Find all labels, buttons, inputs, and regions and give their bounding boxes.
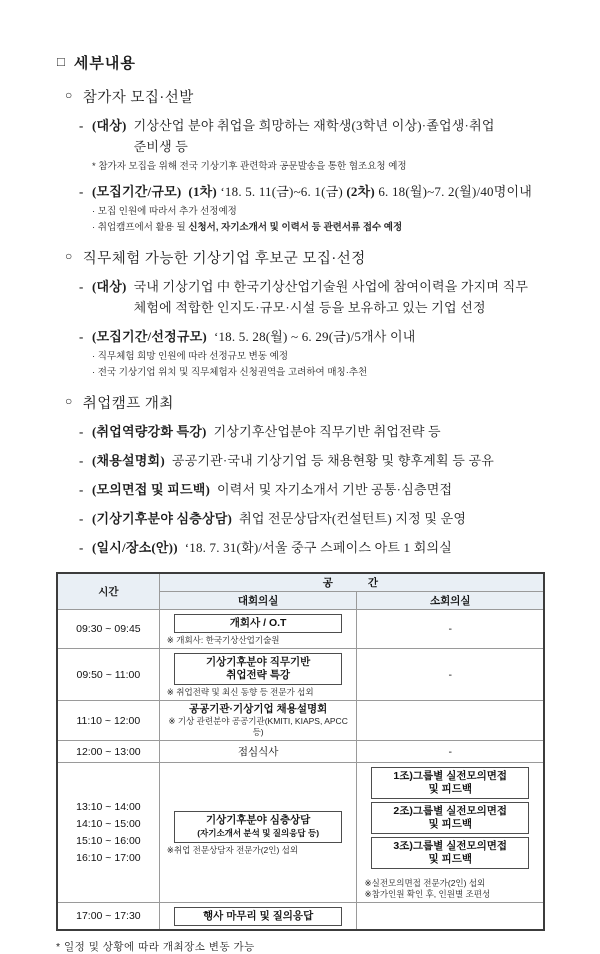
section-heading-job-camp bbox=[65, 392, 545, 413]
col-header-sub-room: 소회의실 bbox=[357, 592, 544, 610]
dash-bullet: - bbox=[79, 118, 84, 133]
list-item-recruit-briefing bbox=[79, 450, 545, 471]
list-item-mock-interview bbox=[79, 479, 545, 500]
col-header-space: 공 간 bbox=[159, 573, 544, 592]
time-cell: 11:10 ~ 12:00 bbox=[57, 701, 159, 741]
schedule-row-closing bbox=[57, 903, 544, 931]
schedule-row-opening bbox=[57, 610, 544, 649]
sub-room-cell bbox=[357, 701, 544, 741]
program-note: ※ 기상 관련분야 공공기관(KMITI, KIAPS, APCC 등) bbox=[168, 716, 348, 737]
schedule-row-lunch bbox=[57, 741, 544, 763]
section-heading-company-recruit bbox=[65, 247, 545, 268]
time-cell: 13:10 ~ 14:00 14:10 ~ 15:00 15:10 ~ 16:00 16:10 ~ 17:00 bbox=[57, 763, 159, 903]
main-room-cell bbox=[159, 649, 357, 701]
item-label: (채용설명회) bbox=[92, 453, 165, 468]
section-heading-participant-recruit bbox=[65, 86, 545, 107]
footnote-dot: · 전국 기상기업 위치 및 직무체험자 신청권역을 고려하여 매칭·추천 bbox=[92, 367, 368, 378]
page-title-text: 세부내용 bbox=[73, 55, 136, 72]
main-room-cell bbox=[159, 610, 357, 649]
program-box: 기상기후분야 직무기반 취업전략 특강 bbox=[174, 653, 342, 685]
dash-bullet: - bbox=[79, 424, 84, 439]
page-title bbox=[57, 52, 545, 73]
item-text: (1차) ‘18. 5. 11(금)~6. 1(금) (2차) 6. 18(월)~7. 2(월)/40명이내 bbox=[188, 184, 533, 199]
dash-bullet: - bbox=[79, 540, 84, 555]
footnote-dot: · 직무체험 희망 인원에 따라 선정규모 변동 예정 bbox=[92, 351, 289, 362]
list-item-recruit-period bbox=[79, 181, 545, 202]
dash-bullet: - bbox=[79, 482, 84, 497]
footnote-dot: · 취업캠프에서 활용 될 신청서, 자기소개서 및 이력서 등 관련서류 접수 예정 bbox=[92, 222, 403, 233]
list-item-selection-period bbox=[79, 326, 545, 347]
circle-bullet-icon: ○ bbox=[65, 249, 73, 263]
section-heading-text: 참가자 모집·선발 bbox=[82, 90, 194, 106]
program-box: 행사 마무리 및 질의응답 bbox=[174, 907, 342, 926]
schedule-row-briefing bbox=[57, 701, 544, 741]
item-label: (대상) bbox=[92, 279, 127, 294]
sub-room-cell: - bbox=[357, 610, 544, 649]
group-box-2: 2조)그룹별 실전모의면접 및 피드백 bbox=[371, 802, 529, 834]
program-note-group: ※실전모의면접 전문가(2인) 섭외 ※참가인원 확인 후, 인원별 조편성 bbox=[364, 878, 491, 899]
dash-bullet: - bbox=[79, 184, 84, 199]
sub-room-cell: - bbox=[357, 649, 544, 701]
item-label: (취업역량강화 특강) bbox=[92, 424, 207, 439]
group-box-3: 3조)그룹별 실전모의면접 및 피드백 bbox=[371, 837, 529, 869]
program-note: ※취업 전문상담자 전문가(2인) 섭외 bbox=[166, 845, 299, 855]
sub-room-cell bbox=[357, 903, 544, 931]
item-label: (기상기후분야 심층상담) bbox=[92, 511, 233, 526]
item-label: (모집기간/선정규모) bbox=[92, 329, 207, 344]
sub-room-cell bbox=[357, 763, 544, 903]
group-box-1: 1조)그룹별 실전모의면접 및 피드백 bbox=[371, 767, 529, 799]
dash-bullet: - bbox=[79, 279, 84, 294]
schedule-row-lecture bbox=[57, 649, 544, 701]
main-room-cell bbox=[159, 763, 357, 903]
time-cell: 12:00 ~ 13:00 bbox=[57, 741, 159, 763]
schedule-row-afternoon bbox=[57, 763, 544, 903]
program-box: 기상기후분야 심층상담 (자기소개서 분석 및 질의응답 등) bbox=[174, 811, 342, 843]
program-box: 개회사 / O.T bbox=[174, 614, 342, 633]
main-room-cell: 점심식사 bbox=[159, 741, 357, 763]
schedule-header-row-1 bbox=[57, 573, 544, 592]
item-text: 공공기관·국내 기상기업 등 채용현황 및 향후계획 등 공유 bbox=[171, 453, 494, 468]
dash-bullet: - bbox=[79, 511, 84, 526]
item-text: ‘18. 5. 28(월) ~ 6. 29(금)/5개사 이내 bbox=[213, 329, 416, 344]
main-room-cell bbox=[159, 903, 357, 931]
dash-bullet: - bbox=[79, 453, 84, 468]
schedule-table bbox=[56, 572, 545, 931]
table-footnote: * 일정 및 상황에 따라 개최장소 변동 가능 bbox=[56, 941, 255, 953]
item-text: 취업 전문상담자(컨설턴트) 지정 및 운영 bbox=[239, 511, 467, 526]
item-label: (모집기간/규모) bbox=[92, 184, 182, 199]
item-text: 국내 기상기업 中 한국기상산업기술원 사업에 참여이력을 가지며 직무 체험에 적합한 인지도·규모·시설 등을 보유하고 있는 기업 선정 bbox=[133, 279, 529, 315]
section-heading-text: 직무체험 가능한 기상기업 후보군 모집·선정 bbox=[82, 251, 366, 267]
item-text: 기상산업 분야 취업을 희망하는 재학생(3학년 이상)·졸업생·취업 준비생 등 bbox=[133, 118, 495, 154]
footnote-asterisk: * 참가자 모집을 위해 전국 기상기후 관련학과 공문발송을 통한 협조요청 예정 bbox=[92, 161, 407, 172]
item-text: 기상기후산업분야 직무기반 취업전략 등 bbox=[213, 424, 441, 439]
list-item-target bbox=[79, 276, 545, 318]
dash-bullet: - bbox=[79, 329, 84, 344]
program-note: ※ 개회사: 한국기상산업기술원 bbox=[166, 635, 280, 645]
time-cell: 09:30 ~ 09:45 bbox=[57, 610, 159, 649]
item-text: ‘18. 7. 31(화)/서울 중구 스페이스 아트 1 회의실 bbox=[184, 540, 452, 555]
section-heading-text: 취업캠프 개최 bbox=[82, 396, 174, 412]
item-label: (일시/장소(안)) bbox=[92, 540, 178, 555]
footnote-dot: · 모집 인원에 따라서 추가 선정예정 bbox=[92, 206, 237, 217]
list-item-counseling bbox=[79, 508, 545, 529]
time-cell: 09:50 ~ 11:00 bbox=[57, 649, 159, 701]
col-header-time: 시간 bbox=[57, 573, 159, 610]
list-item-lecture bbox=[79, 421, 545, 442]
main-room-cell bbox=[159, 701, 357, 741]
circle-bullet-icon: ○ bbox=[65, 394, 73, 408]
item-label: (모의면접 및 피드백) bbox=[92, 482, 211, 497]
list-item-date-place bbox=[79, 537, 545, 558]
sub-room-cell: - bbox=[357, 741, 544, 763]
time-cell: 17:00 ~ 17:30 bbox=[57, 903, 159, 931]
list-item-target bbox=[79, 115, 545, 157]
program-note: ※ 취업전략 및 최신 동향 등 전문가 섭외 bbox=[166, 687, 314, 697]
col-header-main-room: 대회의실 bbox=[159, 592, 357, 610]
square-bullet-icon: □ bbox=[57, 54, 66, 69]
item-label: (대상) bbox=[92, 118, 127, 133]
item-text: 이력서 및 자기소개서 기반 공통·심층면접 bbox=[217, 482, 453, 497]
program-title: 공공기관·기상기업 채용설명회 bbox=[188, 703, 328, 715]
circle-bullet-icon: ○ bbox=[65, 88, 73, 102]
